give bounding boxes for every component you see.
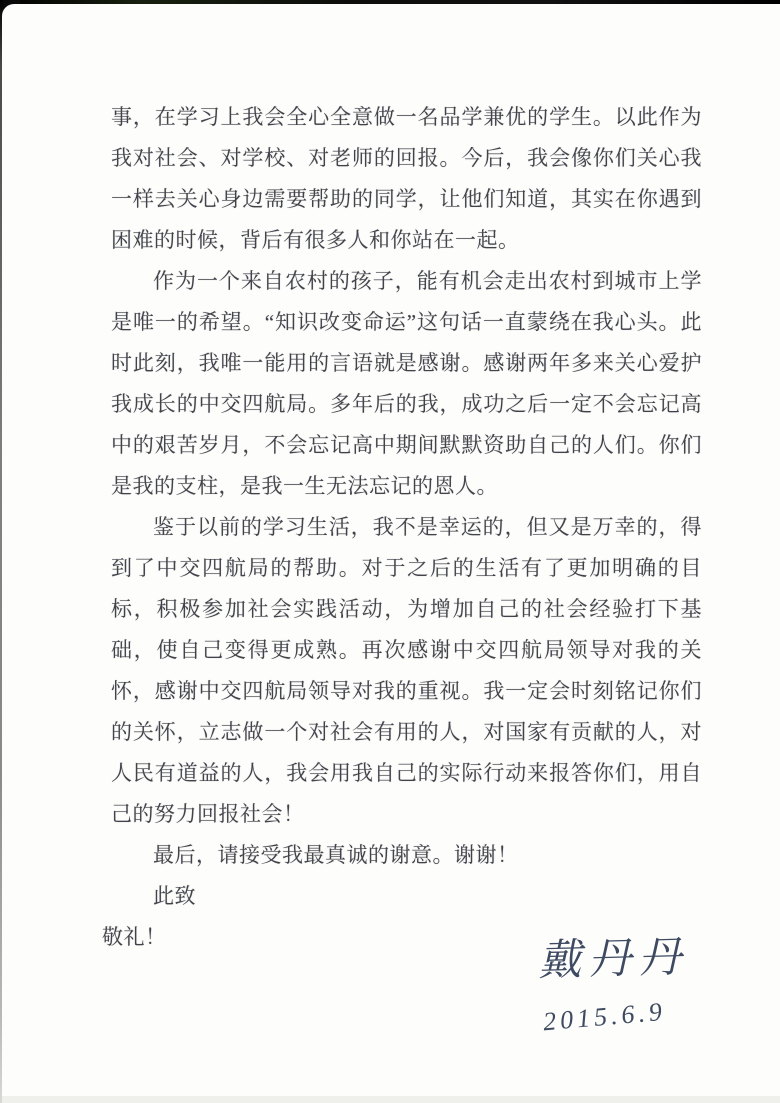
scan-edge-bottom-artifact [2,1096,780,1103]
paragraph-gratitude: 作为一个来自农村的孩子，能有机会走出农村到城市上学是唯一的希望。“知识改变命运”这句话一直蒙绕在我心头。此时此刻，我唯一能用的言语就是感谢。感谢两年多来关心爱护我成长的中交四航局。多年后的我，成功之后一定不会忘记高中的艰苦岁月，不会忘记高中期间默默资助自己的人们。你们是我的支柱，是我一生无法忘记的恩人。 [111,269,702,498]
paragraph-final-thanks: 最后，请接受我最真诚的谢意。谢谢！ [153,843,519,867]
paragraph-resolve: 鉴于以前的学习生活，我不是幸运的，但又是万幸的，得到了中交四航局的帮助。对于之后的生活有了更加明确的目标，积极参加社会实践活动，为增加自己的社会经验打下基础，使自己变得更成熟。再次感谢中交四航局领导对我的关怀，感谢中交四航局领导对我的重视。我一定会时刻铭记你们的关怀，立志做一个对社会有用的人，对国家有贡献的人，对人民有道益的人，我会用我自己的实际行动来报答你们，用自己的努力回报社会！ [111,515,702,826]
paragraph-continuation: 事，在学习上我会全心全意做一名品学兼优的学生。以此作为我对社会、对学校、对老师的回报。今后，我会像你们关心我一样去关心身边需要帮助的同学，让他们知道，其实在你遇到困难的时候，背后有很多人和你站在一起。 [111,105,702,252]
handwritten-signature: 戴丹丹 [537,934,689,985]
closing-jingli: 敬礼！ [102,925,167,949]
closing-cizhi: 此致 [153,884,196,908]
handwritten-date: 2015.6.9 [541,996,667,1037]
letter-body [102,97,702,958]
letter-paper [2,4,780,1103]
